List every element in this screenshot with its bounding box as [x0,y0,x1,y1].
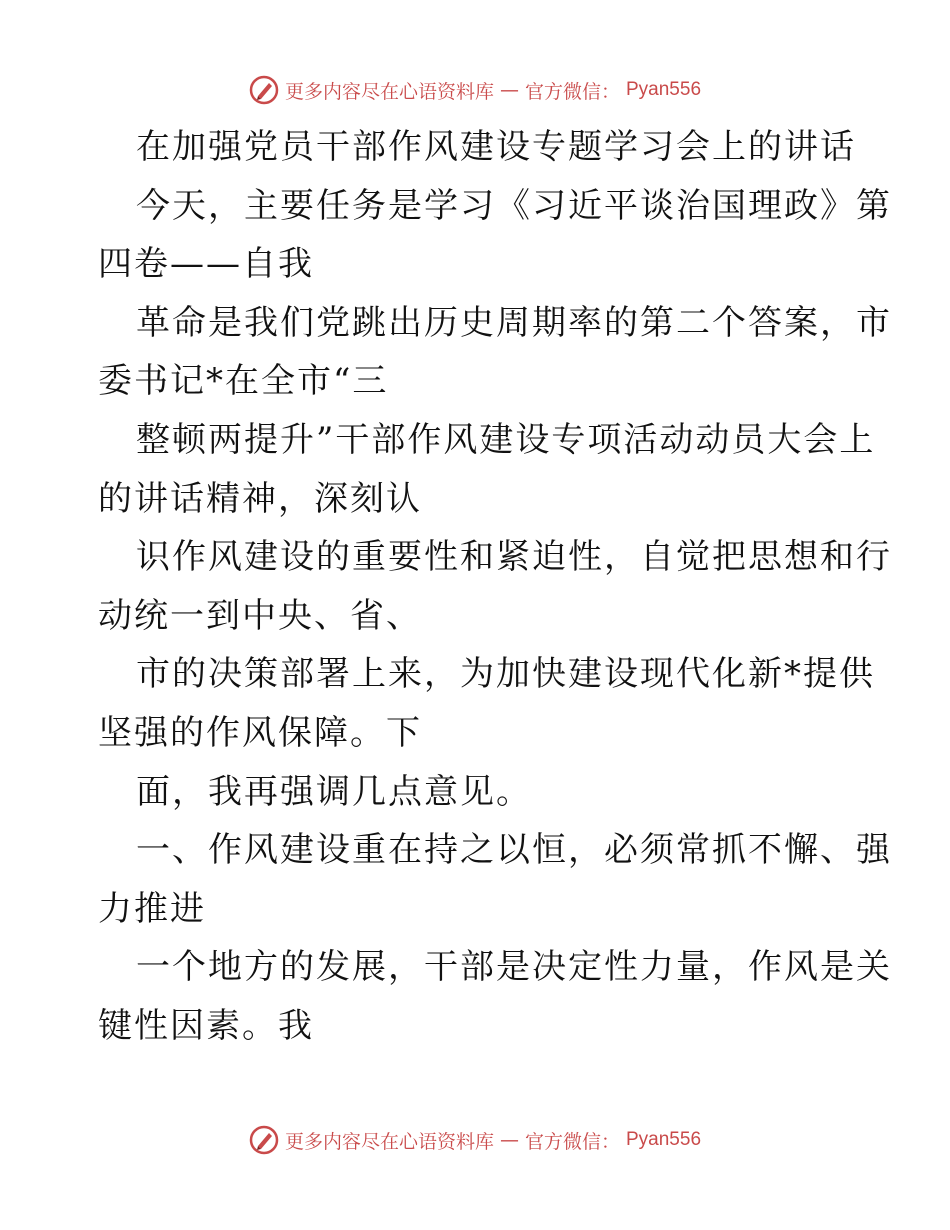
section-heading-continued: 力推进 [98,888,206,929]
watermark-main-text: 更多内容尽在心语资料库 [284,80,494,103]
pen-logo-icon [249,1125,279,1155]
watermark-wechat-id: Pyan556 [626,1129,702,1150]
text-line: 革命是我们党跳出历史周期率的第二个答案，市 [136,302,892,343]
text-line: 识作风建设的重要性和紧迫性，自觉把思想和行 [136,537,892,578]
text-line: 的讲话精神，深刻认 [98,478,422,519]
watermark-separator: — [499,1129,519,1151]
document-body [98,118,892,1056]
text-line: 动统一到中央、省、 [98,595,422,636]
text-line: 坚强的作风保障。下 [98,712,422,753]
watermark-wechat-label: 官方微信： [524,80,620,103]
watermark-separator: — [499,79,519,101]
document-title: 在加强党员干部作风建设专题学习会上的讲话 [136,127,856,167]
watermark-wechat-id: Pyan556 [626,79,702,100]
text-line: 整顿两提升”干部作风建设专项活动动员大会上 [136,419,876,460]
footer-watermark [0,1120,950,1160]
text-line: 今天，主要任务是学习《习近平谈治国理政》第 [136,185,892,226]
text-line: 面，我再强调几点意见。 [136,771,532,812]
text-line: 一个地方的发展，干部是决定性力量，作风是关 [136,947,892,988]
text-line: 市的决策部署上来，为加快建设现代化新*提供 [136,654,875,695]
text-line: 委书记*在全市“三 [98,361,389,402]
watermark-wechat-label: 官方微信： [524,1130,620,1153]
header-watermark [0,70,950,110]
watermark-main-text: 更多内容尽在心语资料库 [284,1130,494,1153]
text-line: 键性因素。我 [98,1005,314,1046]
pen-logo-icon [249,75,279,105]
section-heading: 一、作风建设重在持之以恒，必须常抓不懈、强 [136,830,892,871]
text-line: 四卷——自我 [98,244,314,285]
